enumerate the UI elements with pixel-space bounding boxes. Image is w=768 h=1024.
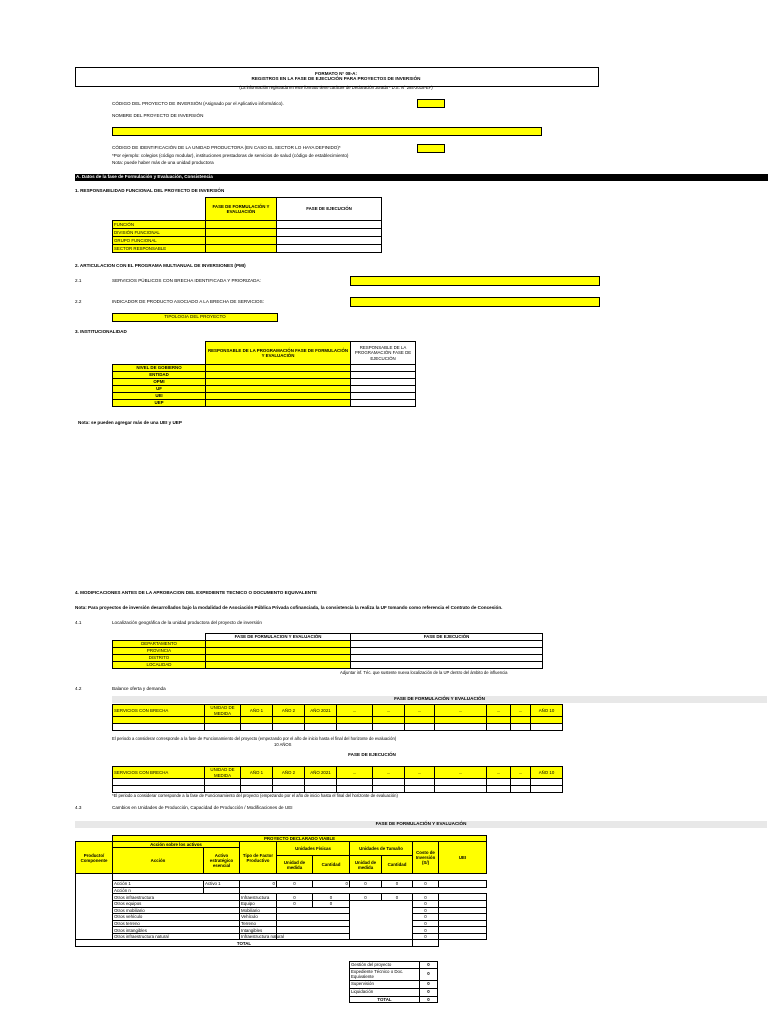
input-cell[interactable] — [337, 717, 373, 724]
input-cell[interactable] — [531, 717, 563, 724]
input-cell[interactable] — [241, 724, 273, 731]
codigo-label: CÓDIGO DEL PROYECTO DE INVERSIÓN (Asignado por el Aplicativo informático). — [112, 101, 284, 106]
bal-note-2: *El periodo a considerar corresponde a la fase de Funcionamiento del proyecto (empezando por el año de inicio hasta el final del horizonte de evaluación) — [112, 793, 398, 798]
uei-cell[interactable] — [439, 881, 487, 888]
accion-cell[interactable]: Acción 1 — [113, 881, 204, 888]
summary-value: 0 — [420, 980, 438, 988]
table-row — [76, 907, 487, 914]
value-cell[interactable]: 0 — [350, 894, 382, 901]
bal-header: SERVICIOS CON BRECHA — [113, 767, 205, 779]
accion-cell[interactable]: Otros mobiliario — [113, 907, 240, 914]
tipo-cell[interactable]: Terreno — [240, 920, 277, 927]
section-a-bar-label: A. Datos de la fase de Formulación y Evaluación, Consistencia — [76, 174, 213, 179]
summary-label: Gestión del proyecto — [350, 962, 420, 969]
input-cell[interactable] — [373, 786, 405, 793]
input-cell[interactable] — [373, 724, 405, 731]
summary-label: Liquidación — [350, 988, 420, 996]
value-cell[interactable]: 0 — [413, 920, 439, 927]
row-label: LOCALIDAD — [113, 662, 206, 669]
row-label: GRUPO FUNCIONAL — [113, 237, 206, 245]
input-cell[interactable] — [511, 717, 531, 724]
input-cell[interactable] — [351, 379, 416, 386]
bal-header: AÑO 10 — [531, 705, 563, 717]
row-label: UEP — [113, 400, 206, 407]
value-cell[interactable] — [277, 920, 350, 927]
localizacion-table — [112, 633, 543, 669]
uei-cell[interactable] — [439, 894, 487, 901]
input-cell[interactable] — [531, 779, 563, 786]
input-cell[interactable] — [273, 779, 305, 786]
accion-cell[interactable]: Otros terreno — [113, 920, 240, 927]
row-label: DISTRITO — [113, 655, 206, 662]
t43-um-fisicas: Unidad de medida — [277, 856, 313, 874]
balance-ej-table — [112, 766, 563, 793]
bal-header: AÑO 1 — [241, 705, 273, 717]
input-cell[interactable] — [205, 717, 241, 724]
t43-tamano: Unidades de Tamaño — [350, 842, 413, 856]
s4-1-num: 4.1 — [75, 620, 82, 625]
bal-header: UNIDAD DE MEDIDA — [205, 705, 241, 717]
bal-header: ... — [373, 705, 405, 717]
section-a-bar — [75, 174, 768, 181]
s2-title: 2. ARTICULACION CON EL PROGRAMA MULTIANUAL DE INVERSIONES (PMI) — [75, 263, 246, 268]
t43-tipo: Tipo de Factor Productivo — [240, 842, 277, 874]
input-cell[interactable] — [487, 717, 511, 724]
summary-row — [350, 980, 438, 988]
input-cell[interactable] — [206, 229, 277, 237]
table-row — [76, 881, 487, 888]
input-cell[interactable] — [206, 386, 351, 393]
summary-label: Supervisión — [350, 980, 420, 988]
input-cell[interactable] — [435, 724, 487, 731]
t43-phase-title: FASE DE FORMULACIÓN Y EVALUACIÓN — [375, 821, 467, 826]
input-cell[interactable] — [373, 717, 405, 724]
row-label: DEPARTAMENTO — [113, 641, 206, 648]
input-cell[interactable] — [206, 641, 351, 648]
value-cell[interactable]: 0 — [413, 894, 439, 901]
form-subtitle: REGISTROS EN LA FASE DE EJECUCIÓN PARA PROYECTOS DE INVERSIÓN — [251, 76, 421, 81]
input-cell[interactable] — [206, 221, 277, 229]
bal-header: SERVICIOS CON BRECHA — [113, 705, 205, 717]
value-cell[interactable] — [277, 907, 350, 914]
input-cell[interactable] — [305, 724, 337, 731]
table-row — [76, 914, 487, 921]
s4-2-label: Balance oferta y demanda — [112, 686, 166, 691]
unidad-note: Nota: puede haber más de una unidad productora — [112, 160, 214, 165]
input-cell[interactable] — [405, 779, 435, 786]
blank-cell — [350, 907, 413, 914]
tipologia-cell — [112, 313, 278, 322]
bal-header: ... — [405, 705, 435, 717]
tipologia-label: TIPOLOGIA DEL PROYECTO — [164, 314, 226, 319]
input-cell[interactable] — [273, 724, 305, 731]
accion-cell[interactable]: Otros intangibles — [113, 927, 240, 934]
bal-header: ... — [337, 705, 373, 717]
t43-total-label: TOTAL — [76, 940, 413, 947]
s2-2-label: INDICADOR DE PRODUCTO ASOCIADO A LA BRECHA DE SERVICIOS: — [112, 299, 264, 304]
tipo-cell[interactable]: Intangibles — [240, 927, 277, 934]
s1-col-ejecucion: FASE DE EJECUCIÓN — [277, 198, 382, 221]
accion-cell[interactable]: Otros equipos — [113, 900, 240, 907]
uei-cell[interactable] — [439, 914, 487, 921]
input-cell[interactable] — [277, 245, 382, 253]
input-cell[interactable] — [337, 779, 373, 786]
input-cell[interactable] — [351, 641, 543, 648]
t43-uei: UEI — [439, 842, 487, 874]
institucionalidad-table — [112, 341, 416, 407]
nombre-input[interactable] — [112, 127, 542, 136]
input-cell[interactable] — [435, 779, 487, 786]
input-cell[interactable] — [511, 786, 531, 793]
input-cell[interactable] — [206, 400, 351, 407]
t43-um-tamano: Unidad de medida — [350, 856, 382, 874]
bal-note-1: El periodo a considerar corresponde a la fase de Funcionamiento del proyecto (empezando por el año de inicio hasta el final del horizonte de evaluación) — [112, 736, 397, 741]
bal-header: AÑO 1 — [241, 767, 273, 779]
input-cell[interactable] — [405, 724, 435, 731]
producto-cell[interactable] — [76, 881, 113, 940]
blank-cell — [76, 874, 113, 881]
activo-cell[interactable]: Activo 1 — [204, 881, 240, 888]
value-cell[interactable]: 0 — [277, 881, 313, 888]
form-note: (La información registrada en este formato tiene carácter de Declaración Jurada - D.S. N° 284-2018-EF) — [239, 85, 433, 90]
input-cell[interactable] — [277, 221, 382, 229]
balance-fe-table — [112, 704, 563, 731]
input-cell[interactable] — [273, 717, 305, 724]
blank-cell — [113, 342, 206, 365]
input-cell[interactable] — [113, 786, 205, 793]
loc-note: Adjuntar inf. Téc. que sustente nueva localización de la UP dentro del ámbito de influencia — [340, 670, 508, 675]
value-cell[interactable]: 0 — [277, 894, 313, 901]
input-cell[interactable] — [206, 372, 351, 379]
input-cell[interactable] — [206, 365, 351, 372]
input-cell[interactable] — [206, 648, 351, 655]
s3-title: 3. INSTITUCIONALIDAD — [75, 329, 127, 334]
bal-years: 10 AÑOS — [274, 742, 292, 747]
responsabilidad-table — [112, 197, 382, 253]
s1-col-formulacion: FASE DE FORMULACIÓN Y EVALUACIÓN — [206, 198, 277, 221]
bal-header: AÑO 2 — [273, 705, 305, 717]
value-cell[interactable] — [277, 933, 350, 940]
input-cell[interactable] — [205, 786, 241, 793]
t43-cant-fisicas: Cantidad — [313, 856, 350, 874]
tipo-cell[interactable]: Mobiliario — [240, 907, 277, 914]
tipo-cell[interactable]: Equipo — [240, 900, 277, 907]
input-cell[interactable] — [435, 717, 487, 724]
blank-cell — [113, 874, 487, 881]
summary-row — [350, 968, 438, 980]
table-row — [76, 927, 487, 934]
input-cell[interactable] — [206, 393, 351, 400]
unidad-example: *Por ejemplo: colegios (código modular), instituciones prestadoras de servicios de salud (código de establecimiento) — [112, 153, 349, 158]
s2-1-input[interactable] — [350, 276, 600, 286]
bal-header: AÑO 2 — [273, 767, 305, 779]
s4-1-label: Localización geográfica de la unidad productora del proyecto de inversión — [112, 620, 262, 625]
input-cell[interactable] — [351, 365, 416, 372]
value-cell[interactable]: 0 — [382, 881, 413, 888]
uei-cell[interactable] — [439, 900, 487, 907]
input-cell[interactable] — [273, 786, 305, 793]
uei-cell[interactable] — [439, 907, 487, 914]
value-cell[interactable]: 0 — [413, 914, 439, 921]
blank-cell — [240, 887, 439, 894]
codigo-input[interactable] — [417, 99, 445, 108]
blank-cell — [350, 900, 413, 907]
s2-2-input[interactable] — [350, 297, 600, 307]
input-cell[interactable] — [206, 662, 351, 669]
bal-header: ... — [435, 705, 487, 717]
summary-total-value: 0 — [420, 996, 438, 1003]
s3-col-ejecucion: RESPONSABLE DE LA PROGRAMACIÓN FASE DE EJECUCIÓN — [351, 342, 416, 365]
input-cell[interactable] — [487, 724, 511, 731]
input-cell[interactable] — [351, 393, 416, 400]
input-cell[interactable] — [206, 237, 277, 245]
s4-2-num: 4.2 — [75, 686, 82, 691]
summary-label: Expediente Técnico o Doc. Equivalente — [350, 968, 420, 980]
bal-header: AÑO 10 — [531, 767, 563, 779]
value-cell[interactable]: 0 — [413, 907, 439, 914]
input-cell[interactable] — [405, 717, 435, 724]
input-cell[interactable] — [337, 786, 373, 793]
bal-header: ... — [405, 767, 435, 779]
row-label: NIVEL DE GOBIERNO — [113, 365, 206, 372]
bal-header: ... — [487, 705, 511, 717]
t43-accion: Acción — [113, 848, 204, 874]
bal-fe-title: FASE DE FORMULACIÓN Y EVALUACIÓN — [394, 696, 485, 701]
blank-cell — [113, 198, 206, 221]
input-cell[interactable] — [305, 717, 337, 724]
input-cell[interactable] — [113, 779, 205, 786]
input-cell[interactable] — [435, 786, 487, 793]
bal-header: ... — [337, 767, 373, 779]
summary-row — [350, 988, 438, 996]
s4-title: 4. MODIFICACIONES ANTES DE LA APROBACION DEL EXPEDIENTE TECNICO O DOCUMENTO EQUIVALENTE — [75, 590, 317, 595]
bal-header: ... — [511, 767, 531, 779]
row-label: ENTIDAD — [113, 372, 206, 379]
input-cell[interactable] — [351, 662, 543, 669]
input-cell[interactable] — [206, 245, 277, 253]
s4-note: Nota: Para proyectos de inversión desarrollados bajo la modalidad de Asociación Pública Privada cofinanciada, la consistencia la realiza la UF tomando como referencia el Contrato de Concesión. — [75, 605, 503, 610]
blank-cell — [350, 920, 413, 927]
t43-fisicas: Unidades Físicas — [277, 842, 350, 856]
bal-fe-title-bar — [112, 696, 767, 703]
cambios-table — [75, 835, 487, 947]
bal-ej-title-bar — [112, 752, 632, 759]
t43-accion-group: Acción sobre los activos — [113, 842, 240, 848]
input-cell[interactable] — [351, 372, 416, 379]
bal-header: UNIDAD DE MEDIDA — [205, 767, 241, 779]
input-cell[interactable] — [305, 779, 337, 786]
loc-col-formulacion: FASE DE FORMULACION Y EVALUACIÓN — [206, 634, 351, 641]
input-cell[interactable] — [305, 786, 337, 793]
bal-header: AÑO 2021 — [305, 705, 337, 717]
blank-cell — [439, 940, 487, 947]
input-cell[interactable] — [241, 786, 273, 793]
row-label: FUNCIÓN — [113, 221, 206, 229]
bal-header: AÑO 2021 — [305, 767, 337, 779]
value-cell[interactable]: 0 — [413, 933, 439, 940]
bal-header: ... — [435, 767, 487, 779]
value-cell[interactable]: 0 — [350, 881, 382, 888]
s2-1-num: 2.1 — [75, 278, 82, 283]
blank-cell — [350, 914, 413, 921]
value-cell[interactable]: 0 — [240, 881, 277, 888]
row-label: UF — [113, 386, 206, 393]
input-cell[interactable] — [205, 724, 241, 731]
input-cell[interactable] — [337, 724, 373, 731]
row-label: UEI — [113, 393, 206, 400]
input-cell[interactable] — [531, 786, 563, 793]
s1-title: 1. RESPONSABILIDAD FUNCIONAL DEL PROYECTO DE INVERSIÓN — [75, 188, 225, 193]
value-cell[interactable]: 0 — [413, 927, 439, 934]
activo-cell[interactable] — [204, 887, 240, 894]
summary-total-label: TOTAL — [350, 996, 420, 1003]
value-cell[interactable] — [277, 927, 350, 934]
s3-note: Nota: se pueden agregar más de una UEI y UEP — [78, 420, 182, 425]
s4-3-num: 4.3 — [75, 805, 82, 810]
input-cell[interactable] — [206, 655, 351, 662]
s4-3-label: Cambios en Unidades de Producción, Capacidad de Producción / Modificaciones de UEI — [112, 805, 293, 810]
input-cell[interactable] — [113, 724, 205, 731]
input-cell[interactable] — [241, 779, 273, 786]
table-row — [76, 900, 487, 907]
summary-total-row — [350, 996, 438, 1003]
table-row — [76, 933, 487, 940]
summary-value: 0 — [420, 988, 438, 996]
input-cell[interactable] — [113, 717, 205, 724]
s3-col-formulacion: RESPONSABLE DE LA PROGRAMACIÓN FASE DE FORMULACIÓN Y EVALUACIÓN — [206, 342, 351, 365]
input-cell[interactable] — [351, 648, 543, 655]
tipo-cell[interactable]: Vehículo — [240, 914, 277, 921]
loc-col-ejecucion: FASE DE EJECUCIÓN — [351, 634, 543, 641]
tipo-cell[interactable]: Infraestructura natural — [241, 934, 284, 940]
tipo-cell[interactable]: Infraestructura — [240, 894, 277, 901]
unidad-label: CÓDIGO DE IDENTIFICACIÓN DE LA UNIDAD PRODUCTORA (EN CASO EL SECTOR LO HAYA DEFINIDO)* — [112, 145, 341, 150]
input-cell[interactable] — [277, 229, 382, 237]
row-label: PROVINCIA — [113, 648, 206, 655]
value-cell[interactable] — [277, 914, 350, 921]
uei-cell[interactable] — [439, 933, 487, 940]
t43-declared: PROYECTO DECLARADO VIABLE — [113, 836, 487, 842]
nombre-label: NOMBRE DEL PROYECTO DE INVERSIÓN — [112, 113, 204, 118]
t43-costo: Costo de Inversión (S/) — [413, 842, 439, 874]
blank-cell — [439, 887, 487, 894]
unidad-input[interactable] — [417, 144, 445, 153]
value-cell[interactable]: 0 — [277, 900, 313, 907]
bal-header: ... — [487, 767, 511, 779]
blank-cell — [350, 927, 413, 934]
value-cell[interactable]: 0 — [313, 881, 350, 888]
form-title: FORMATO N° 08-A: — [315, 71, 357, 76]
s2-2-num: 2.2 — [75, 299, 82, 304]
row-label: SECTOR RESPONSABLE — [113, 245, 206, 253]
uei-cell[interactable] — [439, 920, 487, 927]
input-cell[interactable] — [277, 237, 382, 245]
input-cell[interactable] — [511, 779, 531, 786]
input-cell[interactable] — [511, 724, 531, 731]
input-cell[interactable] — [351, 400, 416, 407]
table-row — [76, 887, 487, 894]
input-cell[interactable] — [206, 379, 351, 386]
input-cell[interactable] — [241, 717, 273, 724]
bal-header: ... — [373, 767, 405, 779]
accion-cell[interactable]: Otros vehículo — [113, 914, 240, 921]
table-row — [76, 920, 487, 927]
input-cell[interactable] — [405, 786, 435, 793]
table-row — [76, 894, 487, 901]
blank-cell — [350, 933, 413, 940]
total-row — [76, 940, 487, 947]
accion-cell[interactable]: Acción n — [113, 887, 204, 894]
input-cell[interactable] — [531, 724, 563, 731]
s2-1-label: SERVICIOS PÚBLICOS CON BRECHA IDENTIFICADA Y PRIORIZADA: — [112, 278, 261, 283]
input-cell[interactable] — [373, 779, 405, 786]
input-cell[interactable] — [487, 779, 511, 786]
row-label: OPMI — [113, 379, 206, 386]
accion-cell[interactable]: Otros infraestructura natural — [113, 933, 240, 940]
value-cell[interactable]: 0 — [413, 900, 439, 907]
value-cell[interactable]: 0 — [382, 894, 413, 901]
value-cell[interactable]: 0 — [313, 894, 350, 901]
t43-phase-bar — [75, 821, 767, 828]
t43-producto: Producto/ Componente — [76, 842, 113, 874]
total-value-cell — [413, 940, 439, 947]
uei-cell[interactable] — [439, 927, 487, 934]
summary-value: 0 — [420, 968, 438, 980]
t43-activo: Activo estratégico esencial — [204, 848, 240, 874]
value-cell[interactable]: 0 — [413, 881, 439, 888]
blank-cell — [113, 634, 206, 641]
bal-ej-title: FASE DE EJECUCIÓN — [348, 752, 396, 757]
value-cell[interactable]: 0 — [313, 900, 350, 907]
bal-header: ... — [511, 705, 531, 717]
input-cell[interactable] — [205, 779, 241, 786]
summary-table — [349, 961, 438, 1003]
accion-cell[interactable]: Otros infraestructura — [113, 894, 240, 901]
t43-cant-tamano: Cantidad — [382, 856, 413, 874]
input-cell[interactable] — [351, 655, 543, 662]
input-cell[interactable] — [487, 786, 511, 793]
summary-value: 0 — [420, 962, 438, 969]
input-cell[interactable] — [351, 386, 416, 393]
row-label: DIVISIÓN FUNCIONAL — [113, 229, 206, 237]
